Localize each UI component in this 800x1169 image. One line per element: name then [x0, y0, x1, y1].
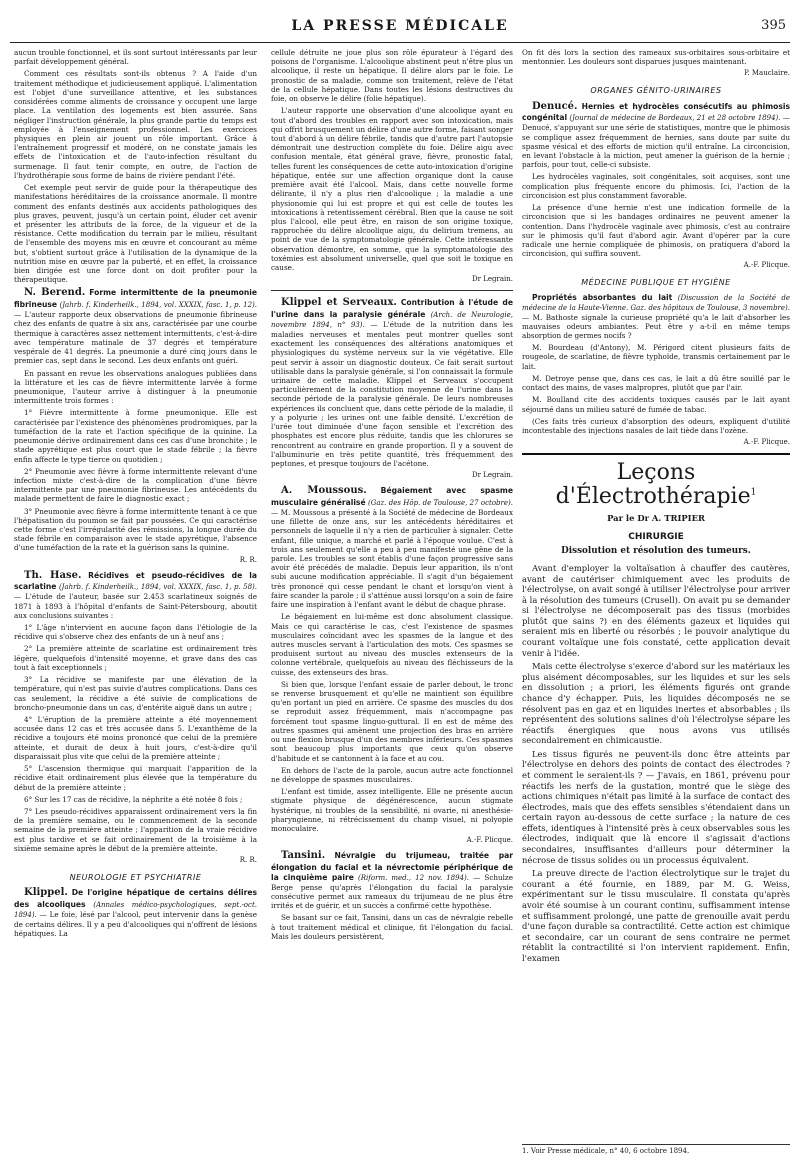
article-heading: A. Moussous. Bégaiement avec spasme musculaire généralisé (Gaz. des Hôp. de Toulouse, 27 octobre). — M. Moussous a présenté à la Société de médecine de Bordeaux une fillette de onze ans, sur les antécédents héréditaires et personnels de laquelle il n'y a rien de particulier à signaler. Cette enfant, fille unique, a marché et parlé à l'époque voulue. C'est à trois ans seulement qu'elle a peu à peu manifesté une gêne de la parole. Les troubles se sont établis d'une façon progressive sans avoir été précédés de maladie. Depuis leur apparition, ils n'ont subi aucune modification appréciable. Il s'agit d'un bégaiement très prononcé qui cesse pendant le chant et lorsqu'on vient à faire scander la parole ; il s'atténue aussi lorsqu'on a soin de faire faire une inspiration à l'enfant avant le début de chaque phrase. [271, 485, 513, 610]
chirurgie-heading: CHIRURGIE [628, 532, 684, 543]
lecons-section [522, 453, 790, 963]
article-heading: Klippel. De l'origine hépatique de certains délires des alcooliques (Annales médico-psychologiques, sept.-oct. 1894). — Le foie, lésé par l'alcool, peut intervenir dans la genèse de certains délires. Il y a peu d'alcooliques qui n'offrent de lésions hépatiques. La [14, 887, 257, 939]
paragraph: 6° Sur les 17 cas de récidive, la néphrite a été notée 8 fois ; [24, 794, 243, 804]
paragraph: Se basant sur ce fait, Tansini, dans un cas de névralgie rebelle à tout traitement médical et clinique, fit l'élongation du facial. Mais les douleurs persistèrent, [271, 913, 513, 941]
paragraph: Les tissus figurés ne peuvent-ils donc être atteints par l'électrolyse en dehors des points de contact des électrodes ? et comment le seraient-ils ? — J'avais, en 1861, prévenu pour réactifs les nerfs de la gustation, montré que le siège des actions chimiques n'était pas limité à la surface de contact des électrodes, mais que des effets sensibles s'étendaient dans un certain rayon au-dessous de cette surface ; la nature de ces effets, identiques à l'intensité près à ceux observables sous les électrodes, indiquait que là encore il s'agissait d'actions secondaires, insuffisantes d'ailleurs pour déterminer la nécrose de tissus solides ou un processus équivalent. [522, 748, 790, 865]
article-heading: Propriétés absorbantes du lait (Discussion de la Société de médecine de la Haute-Vienne. Gaz. des hôpitaux de Toulouse, 3 novembre). — M. Bathoste signale la curieuse propriété qu'a le lait d'absorber les mauvaises odeurs ambiantes. Peut être y a-t-il en même temps absorption de germes nocifs ? [522, 292, 790, 340]
paragraph: M. Bourdeau (d'Antony), M. Périgord citent plusieurs faits de rougeole, de scarlatine, de fièvre typhoïde, transmis certainement par le lait. [522, 343, 790, 371]
paragraph: Le bégaiement en lui-même est donc absolument classique. Mais ce qui caractérise le cas, c'est l'existence de spasmes musculaires coïncidant avec les spasmes de la langue et des autres muscles servant à l'articulation des mots. Ces spasmes se produisent surtout au niveau des muscles extenseurs de la colonne vertébrale, quelquefois au niveau des fléchisseurs de la cuisse, des extenseurs des bras. [271, 612, 513, 677]
paragraph: (Ces faits très curieux d'absorption des odeurs, expliquent d'utilité incontestable des injections nasales de lait tiède dans l'ozène. [522, 416, 790, 435]
paragraph: M. Boulland cite des accidents toxiques causés par le lait ayant séjourné dans un milieu saturé de fumée de tabac. [522, 395, 790, 414]
paragraph: 3° Pneumonie avec fièvre à forme intermittente tenant à ce que l'hépatisation du poumon se fait par poussées. Ce qui caractérise cette forme c'est l'irrégularité des rémissions, la longue durée du stade fébrile en comparaison avec le stade apyrétique, l'absence d'une tuméfaction de la rate et la guérison sans la quinine. [14, 506, 257, 553]
divider [271, 290, 513, 291]
paragraph: Comment ces résultats sont-ils obtenus ? A l'aide d'un traitement méthodique et judicieusement appliqué. L'alimentation est l'objet d'une surveillance attentive, et les substances considérées comme aliments de croissance y occupent une large place. La ventilation des logements est bien assurée. Sans négliger l'instruction générale, la plus grande partie du temps est employée à l'enseignement professionnel. Les exercices physiques en plein air jouent un rôle important. Grâce à l'entraînement progressif et modéré, on ne constate jamais les effets de l'intoxication et de l'auto-infection résultant du surmenage. Il faut tenir compte, en outre, de l'action de l'hydrothérapie sous forme de bains de rivière pendant l'été. [14, 69, 257, 180]
signature: A.-F. Plicque. [743, 261, 790, 270]
paragraph: 7° Les pseudo-récidives apparaissent ordinairement vers la fin de la première semaine, ou le commencement de la seconde semaine de la première atteinte ; l'apparition de la vraie récidive est plus tardive et se fait ordinairement de la troisième à la sixième semaine après le début de la première atteinte. [14, 806, 257, 853]
page-number: 395 [761, 18, 786, 33]
paragraph: En passant en revue les observations analogues publiées dans la littérature et les cas de fièvre intermittente larvée à forme pneumonique, l'auteur arrive à distinguer à la pneumonie intermittente trois formes : [14, 368, 257, 406]
column-3 [522, 48, 790, 1161]
paragraph: Si bien que, lorsque l'enfant essaie de parler debout, le tronc se renverse brusquement et qu'elle ne maintient son équilibre qu'en portant un pied en arrière. Ce spasme des muscles du dos se reproduit assez fréquemment, mais n'accompagne pas forcément tout spasme linguo-guttural. Il en est de même des autres spasmes qui amènent une projection des bras en arrière ou une flexion brusque d'un des membres inférieurs. Ces spasmes sont beaucoup plus importants que ceux qu'on observe d'habitude et se cantonnent à la face et au cou. [271, 679, 513, 763]
signature: R. R. [239, 856, 257, 865]
paragraph: M. Detroye pense que, dans ces cas, le lait a dû être souillé par le contact des mains, de vases malpropres, plutôt que par l'air. [522, 373, 790, 393]
paragraph: Cet exemple peut servir de guide pour la thérapeutique des manifestations héréditaires de la croissance anormale. Il montre comment des enfants destinés aux accidents pathologiques des plus graves, peuvent, jusqu'à un certain point, éluder cet avenir et présenter les attributs de la force, de la vigueur et de la résistance. Cette modification du terrain par le milieu, résultant de l'ensemble des moyens mis en œuvre et concourant au même but, s'obtient surtout grâce à l'utilisation de la dynamique de la nutrition mise en œuvre par la puberté, et en effet, la croissance bien dirigée est une force dont on doit profiter pour la thérapeutique. [14, 183, 257, 285]
lecons-author: Par le Dr A. TRIPIER [607, 513, 705, 524]
paragraph: L'enfant est timide, assez intelligente. Elle ne présente aucun stigmate physique de dégénérescence, aucun stigmate hystérique, ni troubles de la sensibilité, ni ovarie, ni anesthésie-pharyngienne, ni rétrécissement du champ visuel, ni polyopie monoculaire. [271, 787, 513, 834]
lecons-title: Leçons d'Électrothérapie$^1$ [555, 460, 757, 510]
signature: A.-F. Plicque. [743, 438, 790, 447]
paragraph: Mais cette électrolyse s'exerce d'abord sur les matériaux les plus aisément décomposables, sur les liquides et sur les sels en dissolution ; a priori, les éléments figurés ont grande chance d'y échapper. Puis, les liquides décomposés ne se résolvent pas en gaz et en liquides inertes et absorbables ; ils représentent des solutions salines d'où l'électrolyse sépare les réactifs énergiques que nous avons vus utilisés secondairement en chimicaustie. [522, 661, 790, 746]
paragraph: La présence d'une hernie n'est une indication formelle de la circoncision que si les bandages ordinaires ne peuvent amener la contention. Dans l'hydrocèle vaginale avec phimosis, c'est au contraire sur le phimosis qu'il faut d'abord agir. Avant d'opérer par la cure radicale une hernie compliquée de phimosis, on pratiquera d'abord la circoncision, qui suffira souvent. [522, 203, 790, 259]
paragraph: 2° La première atteinte de scarlatine est ordinairement très légère, quelquefois d'intensité moyenne, et grave dans des cas tout à fait exceptionnels ; [14, 644, 257, 672]
footnote: 1. Voir Presse médicale, n° 40, 6 octobre 1894. [522, 1144, 790, 1155]
dissolution-heading: Dissolution et résolution des tumeurs. [561, 545, 751, 556]
column-1 [14, 48, 257, 1161]
article-heading: Th. Hase. Récidives et pseudo-récidives de la scarlatine (Jahrb. f. Kinderheilk., 1894, vol. XXXIX, fasc. 1, p. 58). — L'étude de l'auteur, basée sur 2.453 scarlatineux soignés de 1871 à 1893 à l'hôpital d'enfants de Saint-Pétersbourg, aboutit aux conclusions suivantes : [14, 569, 257, 620]
signature: A.-F. Plicque. [466, 836, 513, 845]
paragraph: La preuve directe de l'action électrolytique sur le trajet du courant a été fournie, en 1889, par M. G. Weiss, expérimentant sur le tissu musculaire. Il constata qu'après avoir été soumise à un courant continu, suffisamment intense et suffisamment prolongé, une patte de grenouille avait perdu d'une façon durable sa contractilité. Cette action est chimique et secondaire, car un courant de sens contraire ne permet rétablit la contractilité si l'on intervient rapidement. Enfin, l'examen [522, 868, 790, 963]
paragraph: Avant d'employer la voltaïsation à chauffer des cautères, avant de cautériser chimiquement avec les produits de l'électrolyse, on avait songé à utiliser l'électrolyse pour arriver à la résolution des tumeurs (Crusell). On avait pu se demander si l'électrolyse ne décomposerait pas des tissus (morbides plutôt que sains ?) en des éléments gazeux et liquides qui seraient mis en liberté ou résorbés ; le pouvoir analytique du courant voltaïque une fois constaté, cette application devait venir à l'idée. [522, 563, 790, 658]
paragraph: On fit dès lors la section des rameaux sus-orbitaires sous-orbitaire et mentonnier. Les douleurs sont disparues jusques maintenant. [522, 48, 790, 67]
article-heading: Denucé. Hernies et hydrocèles consécutifs au phimosis congénital (Journal de médecine de Bordeaux, 21 et 28 octobre 1894). — Denucé, s'appuyant sur une série de statistiques, montre que le phimosis se complique assez fréquemment de hernies, sans doute par suite du spasme vésical et des efforts de miction qu'il entraîne. La circoncision, en levant l'obstacle à la miction, peut amener la guérison de la hernie ; parfois, pour tout, celle-ci subsiste. [522, 100, 790, 170]
paragraph: cellule détruite ne joue plus son rôle épurateur à l'égard des poisons de l'organisme. L'alcoolique abstinent peut n'être plus un alcoolique, il reste un hépatique. Il délire alors par le foie. Le pronostic de sa maladie, comme son traitement, relève de l'état de la cellule hépatique. Dans toutes les lésions destructives du foie, on observe le délire (folie hépatique). [271, 48, 513, 104]
section-heading: MÉDECINE PUBLIQUE ET HYGIÈNE [581, 278, 731, 288]
article-heading: N. Berend. Forme intermittente de la pneumonie fibrineuse (Jahrb. f. Kinderheilk., 1894, vol. XXXIX, fasc. 1, p. 12). — L'auteur rapporte deux observations de pneumonie fibrineuse chez des enfants de quatre à six ans, caractérisée par une courbe thermique à caractères assez nettement intermittents, c'est-à-dire avec température matinale de 37 degrés et température vespérale de 41 degrés. La pneumonie a duré cinq jours dans le premier cas, sept dans le second. Les deux enfants ont guéri. [14, 287, 257, 366]
section-heading: NEUROLOGIE ET PSYCHIATRIE [69, 873, 202, 883]
paragraph: Les hydrocèles vaginales, soit congénitales, soit acquises, sont une complication plus fréquente encore du phimosis. Ici, l'action de la circoncision est plus constamment favorable. [522, 172, 790, 200]
section-heading: ORGANES GÉNITO-URINAIRES [590, 86, 722, 96]
paragraph: 1° Fièvre intermittente à forme pneumonique. Elle est caractérisée par l'existence des phénomènes prodromiques, par la tuméfaction de la rate et l'action spécifique de la quinine. La pneumonie dérive ordinairement dans ces cas d'une bronchite ; le stade apyrétique est plus court que le stade fébrile ; la fièvre enfin affecte le type tierce ou quotidien ; [14, 408, 257, 464]
signature: R. R. [239, 555, 257, 564]
paragraph: L'auteur rapporte une observation d'une alcoolique ayant eu tout d'abord des troubles en rapport avec son intoxication, mais qui offrit brusquement un délire d'une autre forme, faisant songer tout d'abord à un délire fébrile, tandis que d'autre part l'autopsie démontrait une destruction complète du foie. Délire aigu avec confusion mentale, état général grave, fièvre, pronostic fatal, telles furent les conséquences de cette auto-intoxication d'origine hépatique, entée sur une affection organique dont la cause première avait été l'alcool. Mais, dans cette nouvelle forme délirante, il n'y a plus rien d'alcoolique ; la maladie a une physionomie qui lui est propre et qui est celle de toutes les intoxications à retentissement cérébral. Bien que la cause ne soit plus l'alcool, elle peut être, en raison de son origine toxique, rapprochée du délire alcoolique aigu, du delirium tremens, au point de vue de la symptomatologie générale. Cette intéressante observation démontre, en somme, que la symptomatologie des toxémies est absolument universelle, quel que soit le toxique en cause. [271, 106, 513, 273]
paragraph: 1° L'âge n'intervient en aucune façon dans l'étiologie de la récidive qui s'observe chez des enfants de un à neuf ans ; [14, 623, 257, 642]
page-header [10, 18, 790, 43]
journal-title: LA PRESSE MÉDICALE [291, 18, 509, 34]
paragraph: 5° L'ascension thermique qui marquait l'apparition de la récidive était ordinairement plus élevée que la température du début de la première atteinte ; [14, 764, 257, 792]
column-2 [271, 48, 513, 1161]
paragraph: 3° La récidive se manifeste par une élévation de la température, qui n'est pas suivie d'autres complications. Dans ces cas seulement, la récidive a été suivie de complications de broncho-pneumonie dans un cas, d'entérite aiguë dans un autre ; [14, 675, 257, 712]
paragraph: 2° Pneumonie avec fièvre à forme intermittente relevant d'une infection mixte c'est-à-dire de la complication d'une fièvre intermittente par une pneumonie fibrineuse. Les antécédents du malade permettent de faire le diagnostic exact ; [14, 466, 257, 504]
paragraph: En dehors de l'acte de la parole, aucun autre acte fonctionnel ne développe de spasmes musculaires. [271, 765, 513, 785]
paragraph: 4° L'éruption de la première atteinte a été moyennement accusée dans 12 cas et très accusée dans 5. L'exanthème de la récidive a toujours été moins prononcé que celui de la première atteinte, et durait de deux à huit jours, c'est-à-dire qu'il disparaissait plus vite que celui de la première atteinte ; [14, 715, 257, 761]
article-heading: Tansini. Névralgie du trijumeau, traitée par élongation du facial et la névrectomie périphérique de la cinquième paire (Riform. med., 12 nov. 1894). — Schulze Berge pense qu'après l'élongation du facial la paralysie consécutive permet aux rameaux du trijumeau de ne plus être irrités et de guérir, et un succès a confirmé cette hypothèse. [271, 850, 513, 911]
paragraph: aucun trouble fonctionnel, et ils sont surtout intéressants par leur parfait développement général. [14, 48, 257, 67]
signature: P. Mauclaire. [744, 69, 790, 78]
article-heading: Klippel et Serveaux. Contribution à l'étude de l'urine dans la paralysie générale (Arch. de Neurologie, novembre 1894, n° 93). — L'étude de la nutrition dans les maladies nerveuses et mentales peut montrer quelles sont exactement les conséquences des altérations anatomiques et physiologiques du système nerveux sur la vie végétative. Elle peut servir à assoir un diagnostic douteux. Ce fait serait surtout utilisable dans la paralysie générale, si l'on connaissait la formule urinaire de cette maladie. Klippel et Serveaux s'occupent particulièrement de la constitution moyenne de l'urine dans la seconde période de la paralysie générale. De leurs nombreuses expériences ils concluent que, dans cette période de la maladie, il y a polyurie ; les urines ont une faible densité. L'excrétion de l'urée tout diminuée d'une façon sensible et l'excrétion des phosphates est encore plus réduite, tandis que les chlorures se rencontrent au contraire en grande proportion. Il y a souvent de l'albuminurie en très petite quantité, très fréquemment des peptones, et presque toujours de l'acétone. [271, 297, 513, 468]
signature: Dr Legrain. [472, 471, 513, 480]
signature: Dr Legrain. [472, 275, 513, 284]
